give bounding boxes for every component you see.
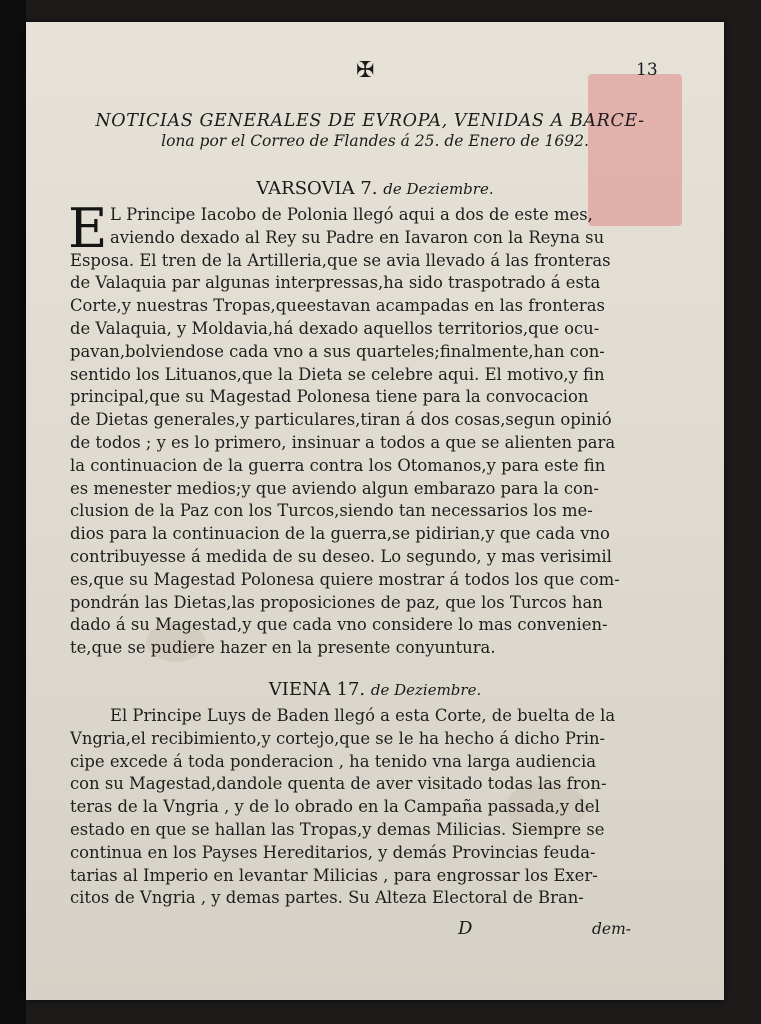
signature-mark: D (458, 918, 473, 939)
dateline-varsovia (26, 178, 724, 199)
article-viena (70, 705, 688, 910)
text-line: continua en los Payses Hereditarios, y demás Provincias feuda- (70, 842, 596, 862)
dateline-viena (26, 679, 724, 700)
text-line: clusion de la Paz con los Turcos,siendo tan necessarios los me- (70, 501, 593, 521)
text-line: principal,que su Magestad Polonesa tiene para la convocacion (70, 387, 589, 407)
document-page (26, 22, 724, 1000)
drop-cap: E (68, 197, 108, 260)
dateline-city: VARSOVIA 7. (256, 178, 378, 199)
text-line: la continuacion de la guerra contra los Otomanos,y para este fin (70, 455, 606, 475)
text-line: teras de la Vngria , y de lo obrado en la Campaña passada,y del (70, 797, 600, 817)
text-line: El Principe Luys de Baden llegó a esta Corte, de buelta de la (110, 706, 616, 725)
text-line: con su Magestad,dandole quenta de aver visitado todas las fron- (70, 774, 607, 794)
text-line: tarias al Imperio en levantar Milicias , para engrossar los Exer- (70, 865, 598, 885)
article-varsovia (68, 197, 688, 660)
text-line: Corte,y nuestras Tropas,queestavan acampadas en las fronteras (70, 296, 605, 316)
text-line: de todos ; y es lo primero, insinuar a todos a que se alienten para (70, 432, 616, 452)
text-line: estado en que se hallan las Tropas,y demas Milicias. Siempre se (70, 819, 605, 839)
text-line: contribuyesse á medida de su deseo. Lo segundo, y mas verisimil (70, 546, 612, 566)
text-line: dado á su Magestad,y que cada vno considere lo mas convenien- (70, 615, 608, 635)
dateline-date: de Deziembre. (383, 180, 494, 198)
text-line: pavan,bolviendose cada vno a sus quarteles;finalmente,han con- (70, 341, 605, 361)
text-line: te,que se pudiere hazer en la presente conyuntura. (70, 638, 496, 658)
text-line: cipe excede á toda ponderacion , ha tenido vna larga audiencia (70, 751, 596, 771)
text-line: es menester medios;y que aviendo algun embarazo para la con- (70, 478, 599, 498)
text-line: de Valaquia, y Moldavia,há dexado aquellos territorios,que ocu- (70, 318, 600, 338)
text-line: aviendo dexado al Rey su Padre en Iavaron con la Reyna su (110, 227, 605, 247)
text-line: Esposa. El tren de la Artilleria,que se avia llevado á las fronteras (70, 250, 611, 270)
page-number: 13 (636, 60, 658, 80)
dateline-date: de Deziembre. (370, 681, 482, 699)
text-line: L Principe Iacobo de Polonia llegó aqui a dos de este mes, (110, 205, 593, 224)
text-line: dios para la continuacion de la guerra,se pidirian,y que cada vno (70, 524, 610, 544)
text-line: pondrán las Dietas,las proposiciones de paz, que los Turcos han (70, 592, 603, 612)
text-line: sentido los Lituanos,que la Dieta se celebre aqui. El motivo,y fin (70, 364, 605, 384)
cross-ornament-icon: ✠ (356, 58, 375, 83)
text-line: es,que su Magestad Polonesa quiere mostrar á todos los que com- (70, 569, 620, 589)
text-line: de Dietas generales,y particulares,tiran á dos cosas,segun opinió (70, 410, 612, 430)
scan-background-edge (0, 0, 26, 1024)
text-line: de Valaquia par algunas interpressas,ha sido traspotrado á esta (70, 273, 601, 293)
text-line: Vngria,el recibimiento,y cortejo,que se le ha hecho á dicho Prin- (70, 728, 606, 748)
dateline-city: VIENA 17. (268, 679, 366, 700)
page-title: NOTICIAS GENERALES DE EVROPA, VENIDAS A BARCE- (95, 111, 645, 131)
catchword: dem- (592, 920, 632, 938)
page-subtitle: lona por el Correo de Flandes á 25. de Enero de 1692. (161, 132, 589, 150)
text-line: citos de Vngria , y demas partes. Su Alteza Electoral de Bran- (70, 888, 584, 908)
